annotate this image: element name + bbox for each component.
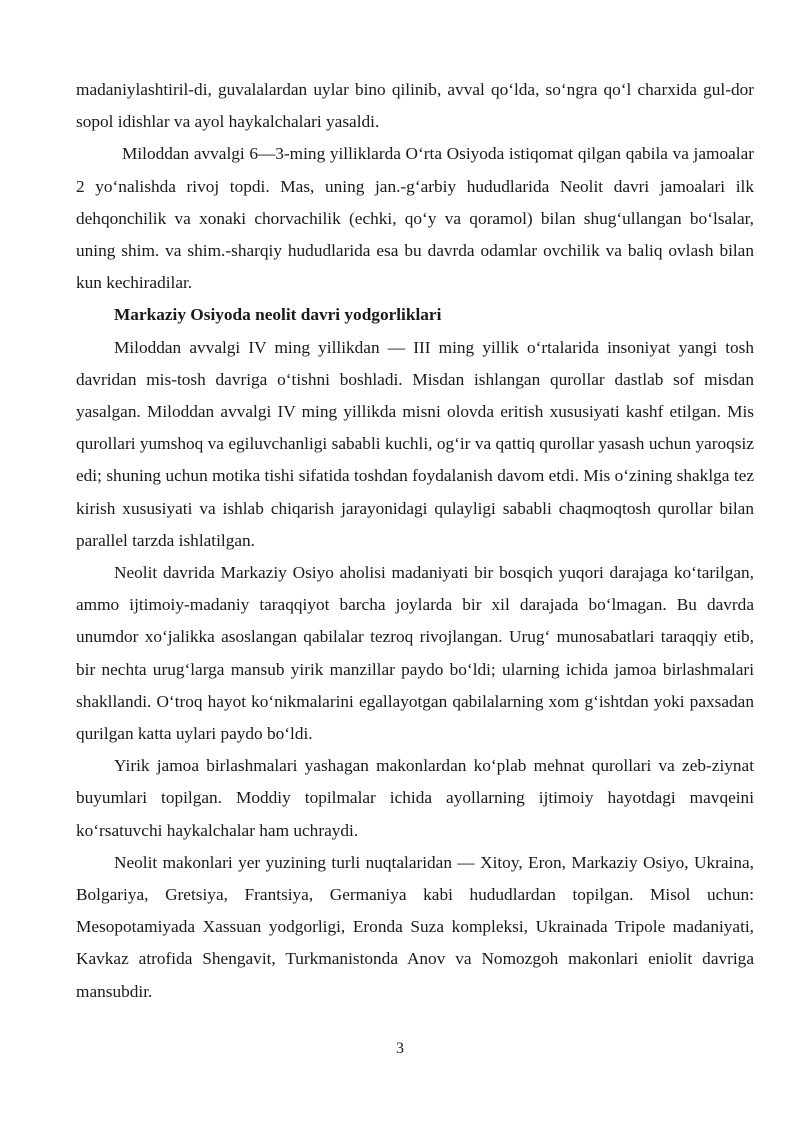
section-heading: Markaziy Osiyoda neolit davri yodgorliklari bbox=[114, 305, 442, 325]
paragraph-continuation: madaniylashtiril-di, guvalalardan uylar bino qilinib, avval qo‘lda, so‘ngra qo‘l charxida gul-dor sopol idishlar va ayol haykalchalari yasaldi. bbox=[76, 80, 754, 132]
paragraph-two-directions: Miloddan avvalgi 6—3-ming yilliklarda O‘rta Osiyoda istiqomat qilgan qabila va jamoalar 2 yo‘nalishda rivoj topdi. Mas, uning jan.-g‘arbiy hududlarida Neolit davri jamoalari ilk dehqonchilik va xonaki chorvachilik (echki, qo‘y va qoramol) bilan shug‘ullangan bo‘lsalar, uning shim. va shim.-sharqiy hududlarida esa bu davrda odamlar ovchilik va baliq ovlash bilan kun kechiradilar. bbox=[76, 144, 754, 293]
paragraph-neolithic-culture: Neolit davrida Markaziy Osiyo aholisi madaniyati bir bosqich yuqori darajaga ko‘tarilgan, ammo ijtimoiy-madaniy taraqqiyot barcha joylarda bir xil darajada bo‘lmagan. Bu davrda unumdor xo‘jalikka asoslangan qabilalar tezroq rivojlangan. Urug‘ munosabatlari taraqqiy etib, bir nechta urug‘larga mansub yirik manzillar paydo bo‘ldi; ularning ichida jamoa birlashmalari shakllandi. O‘troq hayot ko‘nikmalarini egallayotgan qabilalarning xom g‘ishtdan yoki paxsadan qurilgan katta uylari paydo bo‘ldi. bbox=[76, 563, 754, 744]
paragraph-neolithic-sites: Neolit makonlari yer yuzining turli nuqtalaridan — Xitoy, Eron, Markaziy Osiyo, Ukraina, Bolgariya, Gretsiya, Frantsiya, Germaniya kabi hududlardan topilgan. Misol uchun: Mesopotamiyada Xassuan yodgorligi, Eronda Suza kompleksi, Ukrainada Tripole madaniyati, Kavkaz atrofida Shengavit, Turkmanistonda Anov va Nomozgoh makonlari eniolit davriga mansubdir. bbox=[76, 852, 754, 1001]
page-body bbox=[76, 74, 754, 1008]
page-number: 3 bbox=[396, 1040, 404, 1057]
paragraph-tools-found: Yirik jamoa birlashmalari yashagan makonlardan ko‘plab mehnat qurollari va zeb-ziynat buyumlari topilgan. Moddiy topilmalar ichida ayollarning ijtimoiy hayotdagi mavqeini ko‘rsatuvchi haykalchalar ham uchraydi. bbox=[76, 756, 754, 840]
paragraph-copper-stone-age: Miloddan avvalgi IV ming yillikdan — III ming yillik o‘rtalarida insoniyat yangi tosh davridan mis-tosh davriga o‘tishni boshladi. Misdan ishlangan qurollar dastlab sof misdan yasalgan. Miloddan avvalgi IV ming yillikda misni olovda eritish xususiyati kashf etilgan. Mis qurollari yumshoq va egiluvchanligi sababli kuchli, og‘ir va qattiq qurollar yasash uchun yaroqsiz edi; shuning uchun motika tishi sifatida toshdan foydalanish davom etdi. Mis o‘zining shaklga tez kirish xususiyati va ishlab chiqarish jarayonidagi qulayligi sababli chaqmoqtosh qurollar bilan parallel tarzda ishlatilgan. bbox=[76, 337, 754, 550]
